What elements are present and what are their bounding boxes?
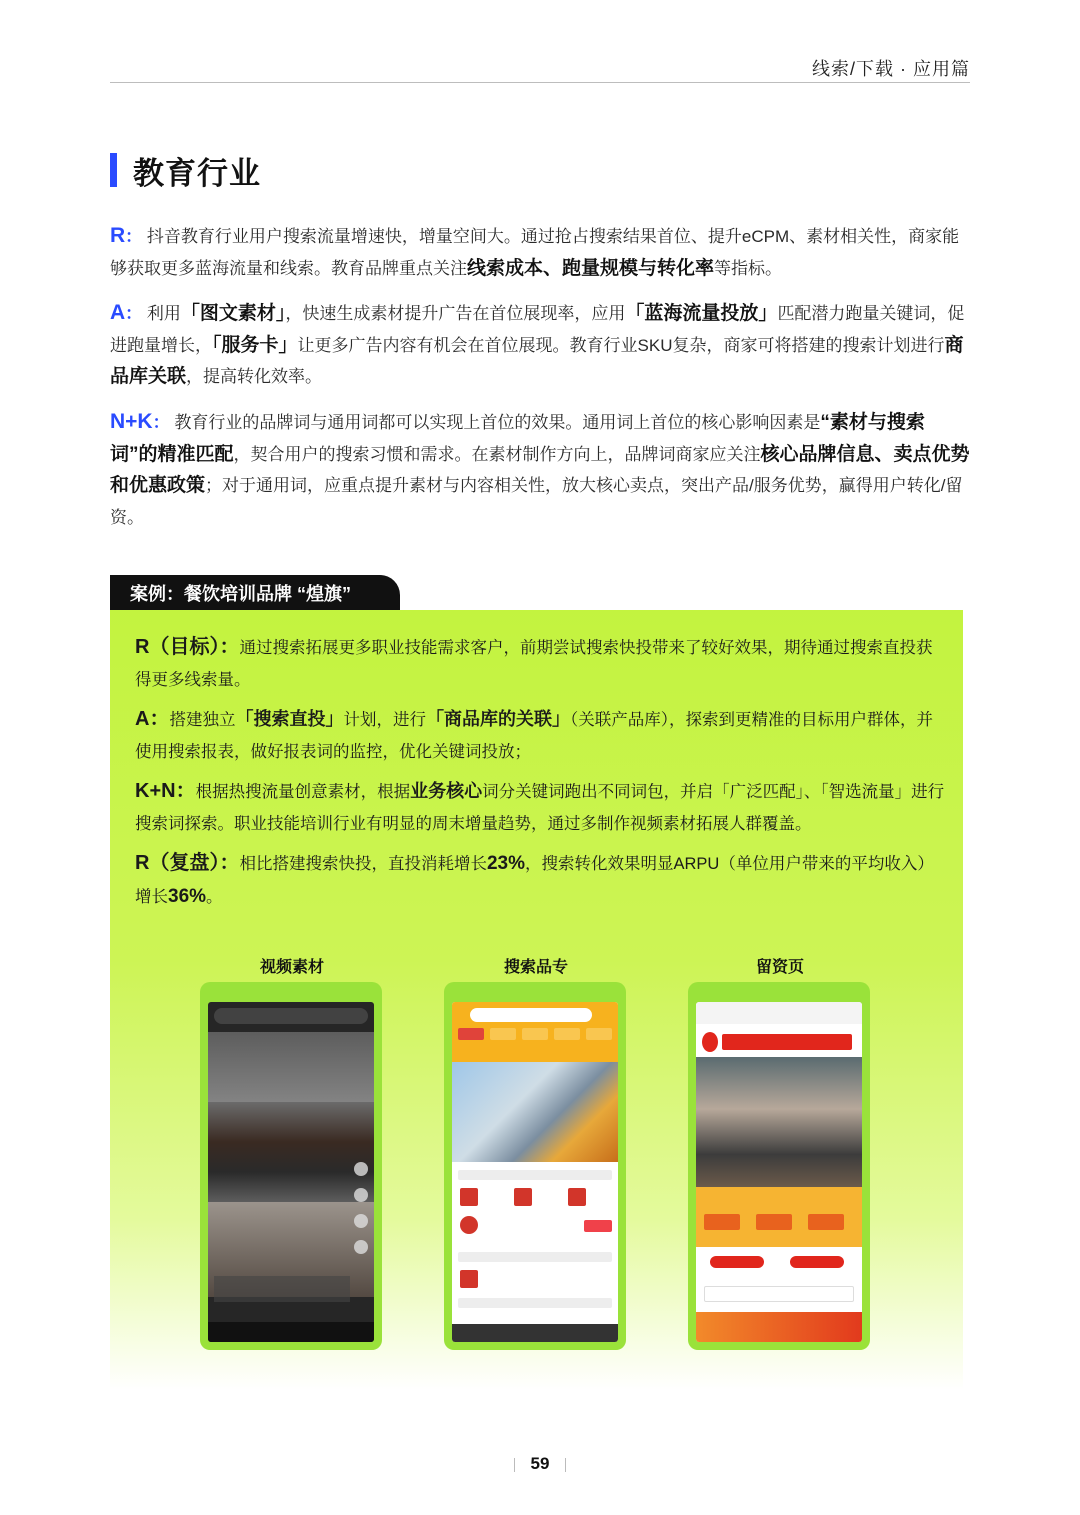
case-tab: 案例：餐饮培训品牌 “煌旗” (110, 575, 400, 610)
paragraph-a-text-2: ，快速生成素材提升广告在首位展现率，应用 (285, 304, 626, 323)
case-goal (135, 632, 945, 696)
highlight-library-link: 「商品库的关联」 (425, 709, 570, 729)
header-divider (110, 82, 970, 83)
phone-mockup-landing (688, 982, 870, 1350)
case-kn-lead: K+N： (135, 780, 196, 802)
share-icon (354, 1240, 368, 1254)
phone-mockup-video (200, 982, 382, 1350)
page-number-rule-right (565, 1458, 566, 1472)
case-review-text: 相比搭建搜索快投，直投消耗增长 (239, 855, 487, 873)
paragraph-a: A： 利用「图文素材」，快速生成素材提升广告在首位展现率，应用「蓝海流量投放」匹配潜力跑量关键词，促进跑量增长，「服务卡」让更多广告内容有机会在首位展现。教育行业SKU复杂，商家可将搭建的搜索计划进行商品库关联，提高转化效率。 (110, 301, 965, 387)
highlight-service-card: 「服务卡」 (212, 334, 298, 356)
paragraph-r: R： 抖音教育行业用户搜索流量增速快，增量空间大。通过抢占搜索结果首位、提升eCPM、素材相关性，商家能够获取更多蓝海流量和线索。教育品牌重点关注线索成本、跑量规模与转化率等指标。 (110, 224, 960, 279)
paragraph-nk: N+K： 教育行业的品牌词与通用词都可以实现上首位的效果。通用词上首位的核心影响因素是“素材与搜索词”的精准匹配，契合用户的搜索习惯和需求。在素材制作方向上，品牌词商家应关注核心品牌信息、卖点优势和优惠政策；对于通用词，应重点提升素材与内容相关性，放大核心卖点，突出产品/服务优势，赢得用户转化/留资。 (110, 410, 970, 527)
search-bar-mock (470, 1008, 592, 1022)
section-title-text: 教育行业 (133, 155, 261, 191)
case-text (135, 632, 945, 921)
highlight-business-core: 业务核心 (410, 781, 483, 801)
paragraph-nk-text-2: ，契合用户的搜索习惯和需求。在素材制作方向上，品牌词商家应关注 (233, 444, 761, 464)
phone-label-video: 视频素材 (259, 959, 324, 976)
paragraph-r-highlight: 线索成本、跑量规模与转化率 (467, 257, 715, 279)
avatar-icon (354, 1162, 368, 1176)
case-action-text-3: （关联产品库），探索到更精准的目标用户群体，并使用搜索报表，做好报表词的监控，优化关键词投放； (135, 711, 933, 761)
highlight-material-match: “素材与搜索词”的精准匹配 (110, 412, 925, 465)
highlight-blue-ocean: 「蓝海流量投放」 (625, 303, 778, 324)
phone-label-landing: 留资页 (755, 959, 804, 976)
phone-label-search: 搜索品专 (503, 959, 568, 976)
case-review-text-2: ，搜索转化效果明显ARPU（单位用户带来的平均收入）增长 (135, 855, 934, 906)
case-action-text: 搭建独立 (169, 711, 236, 729)
case-goal-lead: R（目标）： (135, 636, 240, 658)
paragraph-a-text-4: 让更多广告内容有机会在首位展现。教育行业SKU复杂，商家可将搭建的搜索计划进行 (297, 335, 945, 355)
phone-mockup-search (444, 982, 626, 1350)
paragraph-nk-lead: N+K (110, 410, 153, 433)
paragraph-a-lead: A (110, 301, 126, 324)
star-icon (354, 1214, 368, 1228)
paragraph-nk-text-3: ；对于通用词，应重点提升素材与内容相关性，放大核心卖点，突出产品/服务优势，赢得用户转化/留资。 (110, 476, 963, 527)
stat-arpu-growth: 36% (168, 885, 207, 907)
section-title (110, 148, 261, 192)
case-action (135, 704, 945, 768)
paragraph-a-text-5: ，提高转化效率。 (186, 367, 323, 386)
paragraph-r-text: 抖音教育行业用户搜索流量增速快，增量空间大。通过抢占搜索结果首位、提升eCPM、素材相关性，商家能够获取更多蓝海流量和线索。教育品牌重点关注 (110, 227, 960, 278)
case-kn-text-2: 词分关键词跑出不同词包，并启「广泛匹配」、「智选流量」进行搜索词探索。职业技能培训行业有明显的周末增量趋势，通过多制作视频素材拓展人群覆盖。 (135, 783, 945, 833)
case-action-text-2: 计划，进行 (343, 711, 426, 729)
highlight-brand-info: 核心品牌信息、卖点优势和优惠政策 (110, 443, 970, 496)
brand-building-photo (452, 1062, 618, 1162)
lead-form-page-screenshot (696, 1002, 862, 1342)
case-kn-text: 根据热搜流量创意素材，根据 (195, 783, 411, 801)
case-review-text-3: 。 (206, 887, 223, 906)
paragraph-r-lead: R (110, 224, 126, 247)
stat-spend-growth: 23% (486, 853, 525, 874)
case-panel (110, 610, 963, 1390)
paragraph-a-text: 利用 (146, 304, 181, 323)
highlight-image-material: 「图文素材」 (180, 303, 286, 324)
page-number: 59 (530, 1454, 550, 1473)
chef-training-photo (696, 1057, 862, 1187)
title-accent-bar (110, 153, 117, 187)
case-action-lead: A： (135, 708, 170, 730)
training-class-photo (208, 1102, 374, 1202)
search-brand-zone-screenshot (452, 1002, 618, 1342)
case-goal-text: 通过搜索拓展更多职业技能需求客户，前期尝试搜索快投带来了较好效果，期待通过搜索直投获得更多线索量。 (135, 639, 933, 689)
case-kn (135, 776, 945, 840)
paragraph-a-text-3: 匹配潜力跑量关键词，促进跑量增长， (110, 304, 965, 355)
paragraph-r-tail: 等指标。 (714, 258, 783, 278)
header-title: 线索/下载 · 应用篇 (812, 59, 970, 79)
like-icon (354, 1188, 368, 1202)
video-material-screenshot (208, 1002, 374, 1342)
case-review (135, 848, 945, 913)
case-review-lead: R（复盘）： (135, 852, 240, 874)
highlight-product-library: 商品库关联 (110, 334, 964, 387)
paragraph-nk-text: 教育行业的品牌词与通用词都可以实现上首位的效果。通用词上首位的核心影响因素是 (174, 413, 821, 432)
highlight-search-direct: 「搜索直投」 (235, 709, 344, 729)
